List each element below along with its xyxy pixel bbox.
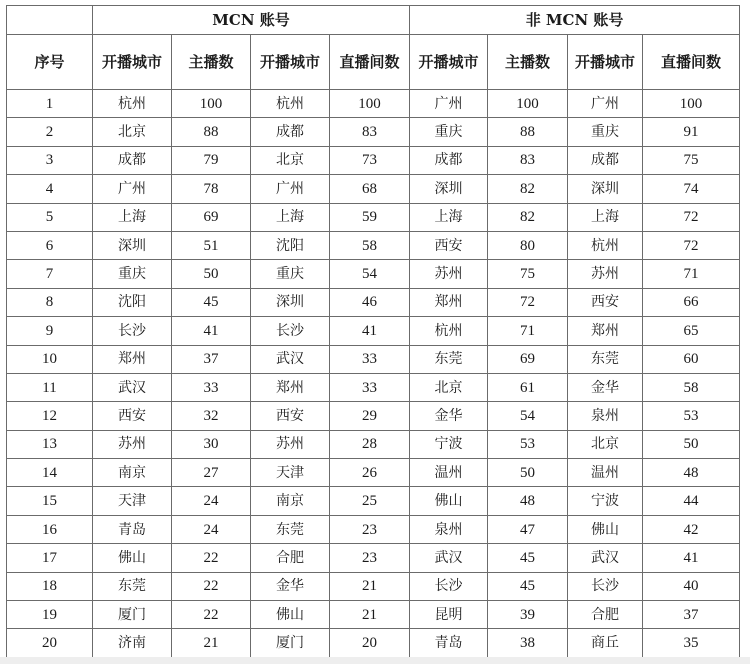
cell-mcn-room-city: 郑州 [251, 373, 330, 401]
cell-non-mcn-room-city: 金华 [568, 373, 643, 401]
cell-mcn-room-city: 杭州 [251, 90, 330, 118]
cell-non-mcn-streamer-city: 北京 [410, 373, 488, 401]
cell-non-mcn-room-city: 上海 [568, 203, 643, 231]
table-row [7, 260, 740, 288]
cell-index: 9 [7, 317, 93, 345]
corner-cell [7, 6, 93, 35]
city-ranking-table [6, 5, 740, 658]
cell-non-mcn-streamer-count: 82 [488, 203, 568, 231]
cell-mcn-room-count: 68 [330, 175, 410, 203]
cell-mcn-streamer-count: 51 [172, 231, 251, 259]
cell-non-mcn-room-city: 苏州 [568, 260, 643, 288]
cell-non-mcn-streamer-count: 83 [488, 146, 568, 174]
column-header-non-mcn-room-city: 开播城市 [568, 35, 643, 90]
cell-non-mcn-room-count: 72 [643, 203, 740, 231]
table-row [7, 175, 740, 203]
cell-mcn-streamer-count: 78 [172, 175, 251, 203]
cell-non-mcn-room-count: 44 [643, 487, 740, 515]
cell-non-mcn-room-count: 74 [643, 175, 740, 203]
cell-non-mcn-streamer-count: 54 [488, 402, 568, 430]
cell-mcn-streamer-city: 重庆 [93, 260, 172, 288]
cell-mcn-room-count: 83 [330, 118, 410, 146]
cell-non-mcn-room-city: 广州 [568, 90, 643, 118]
cell-non-mcn-streamer-city: 佛山 [410, 487, 488, 515]
table-row [7, 146, 740, 174]
column-header-mcn-room-count: 直播间数 [330, 35, 410, 90]
cell-mcn-streamer-city: 厦门 [93, 601, 172, 629]
cell-mcn-streamer-city: 杭州 [93, 90, 172, 118]
cell-mcn-streamer-count: 41 [172, 317, 251, 345]
cell-mcn-room-count: 20 [330, 629, 410, 657]
cell-mcn-room-count: 26 [330, 459, 410, 487]
column-header-mcn-streamer-city: 开播城市 [93, 35, 172, 90]
cell-non-mcn-streamer-city: 东莞 [410, 345, 488, 373]
cell-mcn-streamer-city: 广州 [93, 175, 172, 203]
cell-mcn-room-city: 深圳 [251, 288, 330, 316]
cell-non-mcn-room-count: 100 [643, 90, 740, 118]
cell-non-mcn-streamer-count: 75 [488, 260, 568, 288]
column-header-non-mcn-room-count: 直播间数 [643, 35, 740, 90]
cell-non-mcn-room-city: 长沙 [568, 572, 643, 600]
cell-non-mcn-room-count: 71 [643, 260, 740, 288]
cell-mcn-streamer-city: 天津 [93, 487, 172, 515]
cell-non-mcn-room-count: 50 [643, 430, 740, 458]
cell-non-mcn-room-city: 成都 [568, 146, 643, 174]
cell-index: 4 [7, 175, 93, 203]
cell-non-mcn-streamer-count: 47 [488, 515, 568, 543]
cell-non-mcn-room-city: 商丘 [568, 629, 643, 657]
cell-mcn-room-city: 厦门 [251, 629, 330, 657]
cell-mcn-streamer-count: 32 [172, 402, 251, 430]
table-row [7, 203, 740, 231]
cell-mcn-streamer-count: 22 [172, 544, 251, 572]
cell-non-mcn-room-count: 91 [643, 118, 740, 146]
table-row [7, 118, 740, 146]
column-header-mcn-streamer-count: 主播数 [172, 35, 251, 90]
cell-mcn-streamer-city: 上海 [93, 203, 172, 231]
column-header-mcn-room-city: 开播城市 [251, 35, 330, 90]
cell-index: 12 [7, 402, 93, 430]
cell-non-mcn-room-city: 北京 [568, 430, 643, 458]
cell-index: 17 [7, 544, 93, 572]
cell-non-mcn-streamer-city: 长沙 [410, 572, 488, 600]
cell-non-mcn-streamer-city: 宁波 [410, 430, 488, 458]
cell-mcn-room-city: 佛山 [251, 601, 330, 629]
cell-non-mcn-room-city: 东莞 [568, 345, 643, 373]
cell-non-mcn-streamer-city: 杭州 [410, 317, 488, 345]
cell-mcn-room-count: 21 [330, 572, 410, 600]
cell-mcn-streamer-city: 武汉 [93, 373, 172, 401]
cell-mcn-streamer-count: 24 [172, 515, 251, 543]
cell-mcn-streamer-count: 50 [172, 260, 251, 288]
table-row [7, 317, 740, 345]
cell-mcn-streamer-city: 东莞 [93, 572, 172, 600]
table-row [7, 345, 740, 373]
cell-index: 15 [7, 487, 93, 515]
cell-non-mcn-room-city: 温州 [568, 459, 643, 487]
cell-non-mcn-streamer-city: 武汉 [410, 544, 488, 572]
cell-index: 16 [7, 515, 93, 543]
bottom-scroll-strip [0, 657, 750, 664]
column-header-non-mcn-streamer-city: 开播城市 [410, 35, 488, 90]
cell-mcn-streamer-city: 南京 [93, 459, 172, 487]
cell-index: 18 [7, 572, 93, 600]
cell-mcn-room-city: 沈阳 [251, 231, 330, 259]
cell-index: 3 [7, 146, 93, 174]
cell-mcn-room-count: 29 [330, 402, 410, 430]
cell-mcn-streamer-count: 22 [172, 572, 251, 600]
cell-mcn-streamer-count: 24 [172, 487, 251, 515]
cell-mcn-streamer-city: 西安 [93, 402, 172, 430]
cell-non-mcn-streamer-city: 金华 [410, 402, 488, 430]
cell-non-mcn-streamer-count: 53 [488, 430, 568, 458]
cell-non-mcn-streamer-count: 71 [488, 317, 568, 345]
cell-mcn-room-count: 73 [330, 146, 410, 174]
cell-mcn-room-city: 合肥 [251, 544, 330, 572]
cell-non-mcn-room-count: 66 [643, 288, 740, 316]
table-row [7, 402, 740, 430]
cell-mcn-room-count: 58 [330, 231, 410, 259]
cell-index: 10 [7, 345, 93, 373]
cell-non-mcn-room-count: 65 [643, 317, 740, 345]
cell-mcn-streamer-count: 45 [172, 288, 251, 316]
cell-non-mcn-streamer-city: 成都 [410, 146, 488, 174]
table-row [7, 430, 740, 458]
column-header-index: 序号 [7, 35, 93, 90]
column-header-row [7, 35, 740, 90]
table-row [7, 373, 740, 401]
cell-mcn-streamer-count: 69 [172, 203, 251, 231]
cell-index: 1 [7, 90, 93, 118]
cell-mcn-streamer-city: 济南 [93, 629, 172, 657]
cell-non-mcn-streamer-count: 100 [488, 90, 568, 118]
cell-index: 6 [7, 231, 93, 259]
cell-mcn-room-city: 广州 [251, 175, 330, 203]
cell-mcn-room-city: 长沙 [251, 317, 330, 345]
table-row [7, 459, 740, 487]
table-row [7, 90, 740, 118]
cell-mcn-streamer-count: 37 [172, 345, 251, 373]
cell-mcn-streamer-count: 100 [172, 90, 251, 118]
cell-mcn-streamer-count: 27 [172, 459, 251, 487]
cell-index: 13 [7, 430, 93, 458]
cell-non-mcn-streamer-city: 西安 [410, 231, 488, 259]
table-row [7, 288, 740, 316]
cell-non-mcn-room-count: 40 [643, 572, 740, 600]
cell-index: 11 [7, 373, 93, 401]
cell-mcn-room-count: 59 [330, 203, 410, 231]
cell-non-mcn-room-city: 泉州 [568, 402, 643, 430]
cell-index: 2 [7, 118, 93, 146]
cell-non-mcn-streamer-count: 45 [488, 572, 568, 600]
table-row [7, 601, 740, 629]
cell-non-mcn-room-city: 佛山 [568, 515, 643, 543]
cell-mcn-streamer-city: 佛山 [93, 544, 172, 572]
cell-index: 5 [7, 203, 93, 231]
cell-non-mcn-room-city: 杭州 [568, 231, 643, 259]
cell-non-mcn-streamer-count: 69 [488, 345, 568, 373]
group-header-mcn: MCN 账号 [93, 6, 410, 35]
cell-non-mcn-room-count: 58 [643, 373, 740, 401]
cell-mcn-room-city: 苏州 [251, 430, 330, 458]
cell-non-mcn-streamer-count: 61 [488, 373, 568, 401]
table-row [7, 572, 740, 600]
cell-non-mcn-room-count: 53 [643, 402, 740, 430]
cell-non-mcn-room-count: 75 [643, 146, 740, 174]
cell-mcn-streamer-city: 郑州 [93, 345, 172, 373]
cell-mcn-room-city: 武汉 [251, 345, 330, 373]
cell-mcn-room-city: 东莞 [251, 515, 330, 543]
cell-non-mcn-room-count: 41 [643, 544, 740, 572]
cell-index: 20 [7, 629, 93, 657]
cell-non-mcn-streamer-city: 广州 [410, 90, 488, 118]
cell-mcn-streamer-count: 33 [172, 373, 251, 401]
cell-mcn-room-count: 46 [330, 288, 410, 316]
city-ranking-table-container [6, 5, 739, 657]
table-row [7, 487, 740, 515]
cell-mcn-streamer-city: 北京 [93, 118, 172, 146]
cell-mcn-room-count: 41 [330, 317, 410, 345]
cell-index: 8 [7, 288, 93, 316]
cell-non-mcn-streamer-count: 72 [488, 288, 568, 316]
cell-mcn-room-count: 28 [330, 430, 410, 458]
table-row [7, 515, 740, 543]
cell-mcn-streamer-city: 深圳 [93, 231, 172, 259]
cell-non-mcn-streamer-count: 82 [488, 175, 568, 203]
cell-mcn-streamer-count: 21 [172, 629, 251, 657]
cell-mcn-room-count: 100 [330, 90, 410, 118]
cell-mcn-room-city: 北京 [251, 146, 330, 174]
cell-non-mcn-room-count: 48 [643, 459, 740, 487]
cell-mcn-room-count: 23 [330, 515, 410, 543]
cell-mcn-room-city: 西安 [251, 402, 330, 430]
cell-mcn-streamer-city: 青岛 [93, 515, 172, 543]
cell-mcn-room-city: 天津 [251, 459, 330, 487]
cell-index: 19 [7, 601, 93, 629]
cell-mcn-room-city: 南京 [251, 487, 330, 515]
cell-non-mcn-streamer-city: 温州 [410, 459, 488, 487]
cell-mcn-room-count: 33 [330, 373, 410, 401]
cell-non-mcn-streamer-city: 泉州 [410, 515, 488, 543]
cell-non-mcn-streamer-count: 38 [488, 629, 568, 657]
cell-non-mcn-room-count: 60 [643, 345, 740, 373]
cell-non-mcn-room-city: 西安 [568, 288, 643, 316]
cell-mcn-room-city: 上海 [251, 203, 330, 231]
table-row [7, 544, 740, 572]
table-row [7, 231, 740, 259]
cell-non-mcn-streamer-count: 88 [488, 118, 568, 146]
table-row [7, 629, 740, 657]
cell-non-mcn-streamer-city: 上海 [410, 203, 488, 231]
cell-non-mcn-streamer-city: 重庆 [410, 118, 488, 146]
group-header-row [7, 6, 740, 35]
cell-non-mcn-streamer-city: 昆明 [410, 601, 488, 629]
cell-mcn-streamer-city: 成都 [93, 146, 172, 174]
cell-non-mcn-room-count: 72 [643, 231, 740, 259]
cell-non-mcn-streamer-count: 39 [488, 601, 568, 629]
cell-non-mcn-streamer-city: 青岛 [410, 629, 488, 657]
column-header-non-mcn-streamer-count: 主播数 [488, 35, 568, 90]
cell-non-mcn-streamer-count: 80 [488, 231, 568, 259]
cell-index: 14 [7, 459, 93, 487]
cell-non-mcn-room-count: 42 [643, 515, 740, 543]
cell-mcn-room-count: 54 [330, 260, 410, 288]
cell-non-mcn-room-city: 深圳 [568, 175, 643, 203]
cell-mcn-streamer-city: 沈阳 [93, 288, 172, 316]
cell-mcn-streamer-count: 88 [172, 118, 251, 146]
cell-non-mcn-streamer-count: 45 [488, 544, 568, 572]
cell-non-mcn-streamer-count: 50 [488, 459, 568, 487]
table-header [7, 6, 740, 90]
cell-non-mcn-room-city: 宁波 [568, 487, 643, 515]
group-header-non-mcn: 非 MCN 账号 [410, 6, 740, 35]
cell-mcn-streamer-count: 79 [172, 146, 251, 174]
cell-mcn-room-count: 25 [330, 487, 410, 515]
cell-mcn-streamer-city: 苏州 [93, 430, 172, 458]
cell-mcn-streamer-count: 30 [172, 430, 251, 458]
cell-non-mcn-streamer-city: 苏州 [410, 260, 488, 288]
cell-non-mcn-room-city: 合肥 [568, 601, 643, 629]
cell-mcn-room-city: 重庆 [251, 260, 330, 288]
table-body [7, 90, 740, 658]
cell-mcn-streamer-city: 长沙 [93, 317, 172, 345]
cell-mcn-room-count: 21 [330, 601, 410, 629]
cell-non-mcn-room-count: 37 [643, 601, 740, 629]
cell-non-mcn-room-city: 武汉 [568, 544, 643, 572]
cell-non-mcn-room-city: 重庆 [568, 118, 643, 146]
cell-mcn-room-city: 金华 [251, 572, 330, 600]
cell-non-mcn-streamer-city: 郑州 [410, 288, 488, 316]
cell-non-mcn-room-city: 郑州 [568, 317, 643, 345]
cell-non-mcn-streamer-count: 48 [488, 487, 568, 515]
cell-mcn-room-count: 33 [330, 345, 410, 373]
cell-index: 7 [7, 260, 93, 288]
cell-non-mcn-room-count: 35 [643, 629, 740, 657]
cell-mcn-room-city: 成都 [251, 118, 330, 146]
cell-mcn-streamer-count: 22 [172, 601, 251, 629]
cell-mcn-room-count: 23 [330, 544, 410, 572]
cell-non-mcn-streamer-city: 深圳 [410, 175, 488, 203]
